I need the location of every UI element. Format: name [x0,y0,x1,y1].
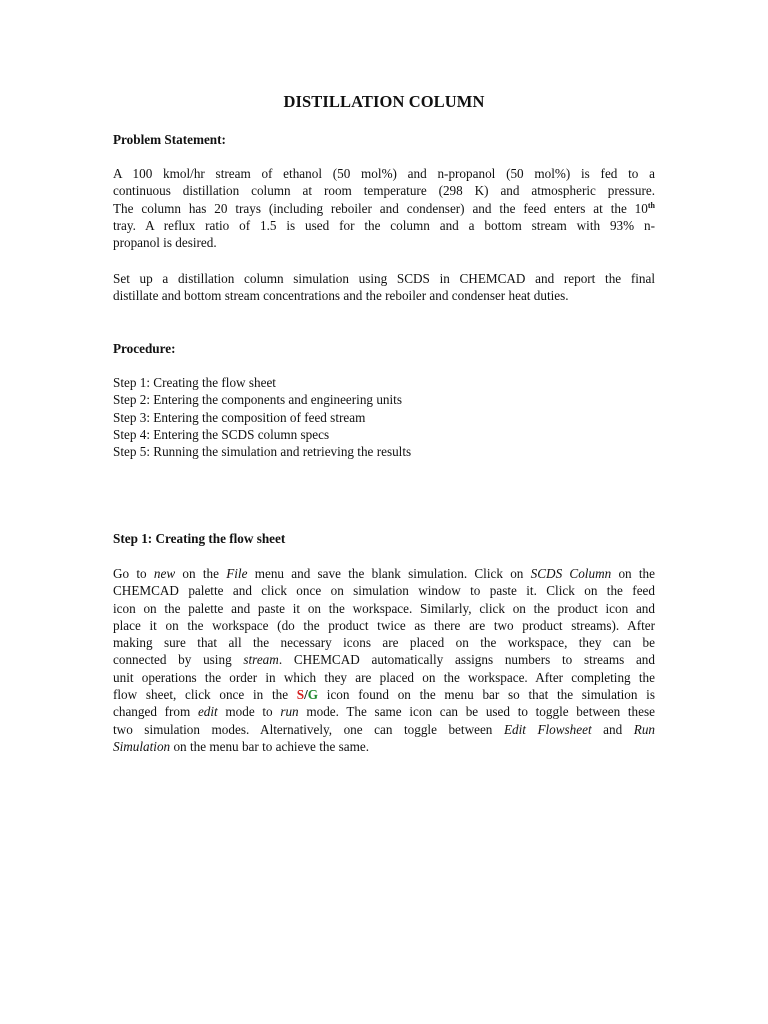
step1-heading: Step 1: Creating the flow sheet [113,531,286,546]
text-line [113,721,655,738]
sg-icon-slash: / [304,687,308,703]
text-fragment: Go to [113,566,154,581]
italic-term-run: Run [633,721,656,737]
text-fragment: and [591,721,634,737]
text-line [113,686,655,703]
text-line: making sure that all the necessary icons are placed on the workspace, they can be [113,635,655,651]
text-fragment: two simulation modes. Alternatively, one can toggle between [113,721,504,737]
italic-term-stream: stream [243,652,279,668]
text-line: Set up a distillation column simulation using SCDS in CHEMCAD and report the final [113,271,655,286]
text-line: continuous distillation column at room temperature (298 K) and atmospheric pressure. [113,183,655,199]
step1-paragraph [113,565,655,755]
italic-term-simulation: Simulation [113,738,171,754]
text-line [113,703,655,720]
procedure-step: Step 1: Creating the flow sheet [113,375,276,390]
italic-term-edit: edit [197,704,218,720]
procedure-step: Step 4: Entering the SCDS column specs [113,426,330,442]
text-fragment: mode. The same icon can be used to toggle between these [298,704,655,720]
text-fragment: menu and save the blank simulation. Click on [247,566,531,581]
text-fragment: connected by using [113,652,244,668]
text-line: unit operations the order in which they are placed on the workspace. After completing the [113,669,655,685]
text-fragment: The column has 20 trays (including reboiler and condenser) and the feed enters at the 10 [113,200,648,216]
text-line: tray. A reflux ratio of 1.5 is used for the column and a bottom stream with 93% n- [113,217,655,233]
italic-term-edit-flowsheet: Edit Flowsheet [503,721,592,737]
text-fragment: on the menu bar to achieve the same. [170,738,369,754]
text-line: CHEMCAD palette and click once on simulation window to paste it. Click on the feed [113,583,655,599]
problem-statement-heading: Problem Statement: [113,132,226,147]
text-line: propanol is desired. [113,235,217,251]
text-line: icon on the palette and paste it on the workspace. Similarly, click on the product icon and [113,600,655,616]
text-fragment: changed from [113,704,198,720]
text-line: place it on the workspace (do the product twice as there are two product streams). After [113,617,655,633]
sg-icon-g-letter: G [307,687,319,703]
document-title: DISTILLATION COLUMN [283,92,485,111]
text-fragment: flow sheet, click once in the [113,687,297,703]
text-line [113,200,655,217]
procedure-step: Step 5: Running the simulation and retrieving the results [113,444,412,460]
text-fragment: on the [175,566,227,581]
sg-icon-s-letter: S [296,687,305,703]
text-line [113,651,655,668]
italic-term-run: run [280,704,299,720]
procedure-step: Step 3: Entering the composition of feed stream [113,409,366,425]
text-fragment: on the [611,566,655,581]
italic-term-new: new [153,566,176,581]
text-fragment: . CHEMCAD automatically assigns numbers to streams and [278,652,655,668]
italic-term-scds-column: SCDS Column [530,566,612,581]
text-fragment: mode to [217,704,281,720]
text-line: A 100 kmol/hr stream of ethanol (50 mol%) and n-propanol (50 mol%) is fed to a [113,166,655,181]
problem-paragraph-2 [113,270,655,305]
text-fragment: icon found on the menu bar so that the simulation is [318,687,655,703]
procedure-step-list [113,374,411,460]
italic-term-file: File [226,566,248,581]
problem-paragraph-1 [113,165,655,251]
procedure-step: Step 2: Entering the components and engineering units [113,392,402,408]
text-line [113,738,655,755]
procedure-heading: Procedure: [113,341,176,356]
text-line: distillate and bottom stream concentrations and the reboiler and condenser heat duties. [113,288,569,304]
superscript: th [647,200,655,210]
text-line [113,565,655,582]
